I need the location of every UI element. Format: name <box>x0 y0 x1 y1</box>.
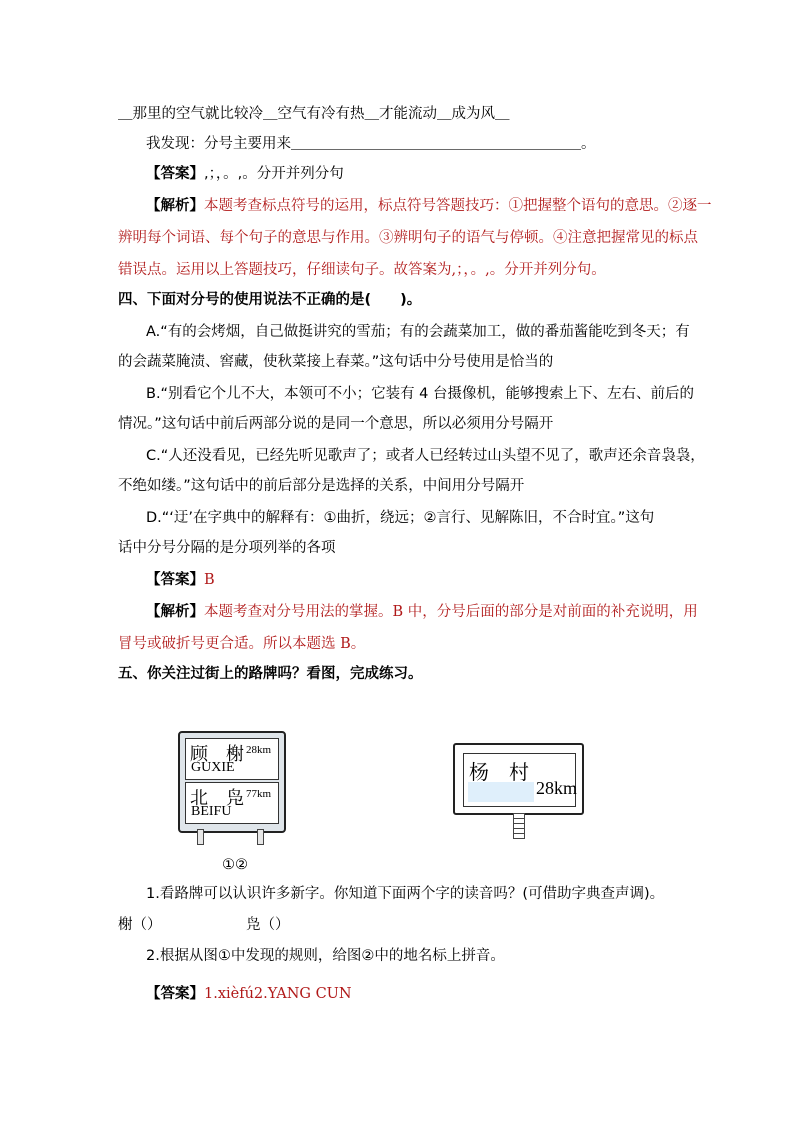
option-b-1: B.“别看它个儿不大，本领可不小；它装有 4 台摄像机，能够搜索上下、左右、前后的 <box>146 386 695 402</box>
sign-1-top-pinyin: GUXIE <box>191 760 235 775</box>
option-b-2: 情况。”这句话中前后两部分说的是同一个意思，所以必须用分号隔开 <box>118 416 554 432</box>
option-d-2: 话中分号分隔的是分项列举的各项 <box>118 540 336 556</box>
sign-1-top-panel <box>185 738 279 780</box>
explain-label: 【解析】 <box>146 198 204 214</box>
answer-label: 【答案】 <box>146 986 204 1002</box>
sign-1-post-right <box>257 829 264 845</box>
explain-1-line-2: 辨明每个词语、每个句子的意思与作用。③辨明句子的语气与停顿。④注意把握常见的标点 <box>118 230 698 246</box>
answer-label: 【答案】 <box>146 166 204 182</box>
option-c-2: 不绝如缕。”这句话中的前后部分是选择的关系，中间用分号隔开 <box>118 478 525 494</box>
road-sign-2 <box>453 743 584 815</box>
figure-labels: ①② <box>222 857 248 873</box>
option-a-1: A.“有的会烤烟，自己做挺讲究的雪茄；有的会蔬菜加工，做的番茄酱能吃到冬天；有 <box>146 324 690 340</box>
sign-2-chinese: 杨 村 <box>469 762 529 784</box>
sign-1-post-left <box>197 829 204 845</box>
sign-1-top-distance: 28km <box>246 744 272 756</box>
answer-1 <box>146 164 344 184</box>
explain-1-line-1 <box>146 196 712 216</box>
sign-1-bottom-distance: 77km <box>246 788 272 800</box>
question-4: 四、下面对分号的使用说法不正确的是( )。 <box>118 292 422 308</box>
sign-1-bottom-panel <box>185 782 279 824</box>
explain-text: 本题考查对分号用法的掌握。B 中，分号后面的部分是对前面的补充说明，用 <box>204 604 698 620</box>
answer-label: 【答案】 <box>146 572 204 588</box>
answer-text: ,；，。,。分开并列分句 <box>204 166 344 182</box>
answer-text: B <box>204 572 215 588</box>
explain-1-line-3: 错误点。运用以上答题技巧，仔细读句子。故答案为,；，。,。分开并列分句。 <box>118 262 606 278</box>
subquestion-1-blank-b: 凫（） <box>246 917 290 933</box>
explain-2-line-2: 冒号或破折号更合适。所以本题选 B。 <box>118 636 366 652</box>
subquestion-1: 1.看路牌可以认识许多新字。你知道下面两个字的读音吗？(可借助字典查声调)。 <box>146 886 665 902</box>
answer-text: 1.xièfú2.YANG CUN <box>204 986 352 1002</box>
sign-2-distance: 28km <box>536 778 578 798</box>
explain-text: 本题考查标点符号的运用，标点符号答题技巧：①把握整个语句的意思。②逐一 <box>204 198 712 214</box>
road-sign-1 <box>178 731 286 833</box>
explain-2-line-1 <box>146 602 698 622</box>
sign-2-post <box>513 813 525 839</box>
sign-1-bottom-pinyin: BEIFU <box>191 804 232 819</box>
explain-label: 【解析】 <box>146 604 204 620</box>
option-c-1: C.“人还没看见，已经先听见歌声了；或者人已经转过山头望不见了，歌声还余音袅袅， <box>146 448 705 464</box>
question-5: 五、你关注过街上的路牌吗？看图，完成练习。 <box>118 666 423 682</box>
sign-2-highlight <box>468 782 534 802</box>
answer-3 <box>146 984 352 1004</box>
sign-1-bottom-chinese: 北 凫 <box>190 788 244 808</box>
subquestion-2: 2.根据从图①中发现的规则，给图②中的地名标上拼音。 <box>146 948 505 964</box>
answer-2 <box>146 570 215 590</box>
option-a-2: 的会蔬菜腌渍、窖藏，使秋菜接上春菜。”这句话中分号使用是恰当的 <box>118 354 554 370</box>
sign-1-top-chinese: 顾 榭 <box>190 744 244 764</box>
line-1: ＿那里的空气就比较冷＿空气有冷有热＿才能流动＿成为风＿ <box>118 106 510 122</box>
subquestion-1-blank-a: 榭（） <box>118 917 162 933</box>
line-2: 我发现：分号主要用来＿＿＿＿＿＿＿＿＿＿＿＿＿＿＿＿＿＿＿＿。 <box>146 136 596 152</box>
sign-2-panel <box>463 753 576 807</box>
option-d-1: D.“‘迂’在字典中的解释有：①曲折，绕远；②言行、见解陈旧，不合时宜。”这句 <box>146 510 655 526</box>
